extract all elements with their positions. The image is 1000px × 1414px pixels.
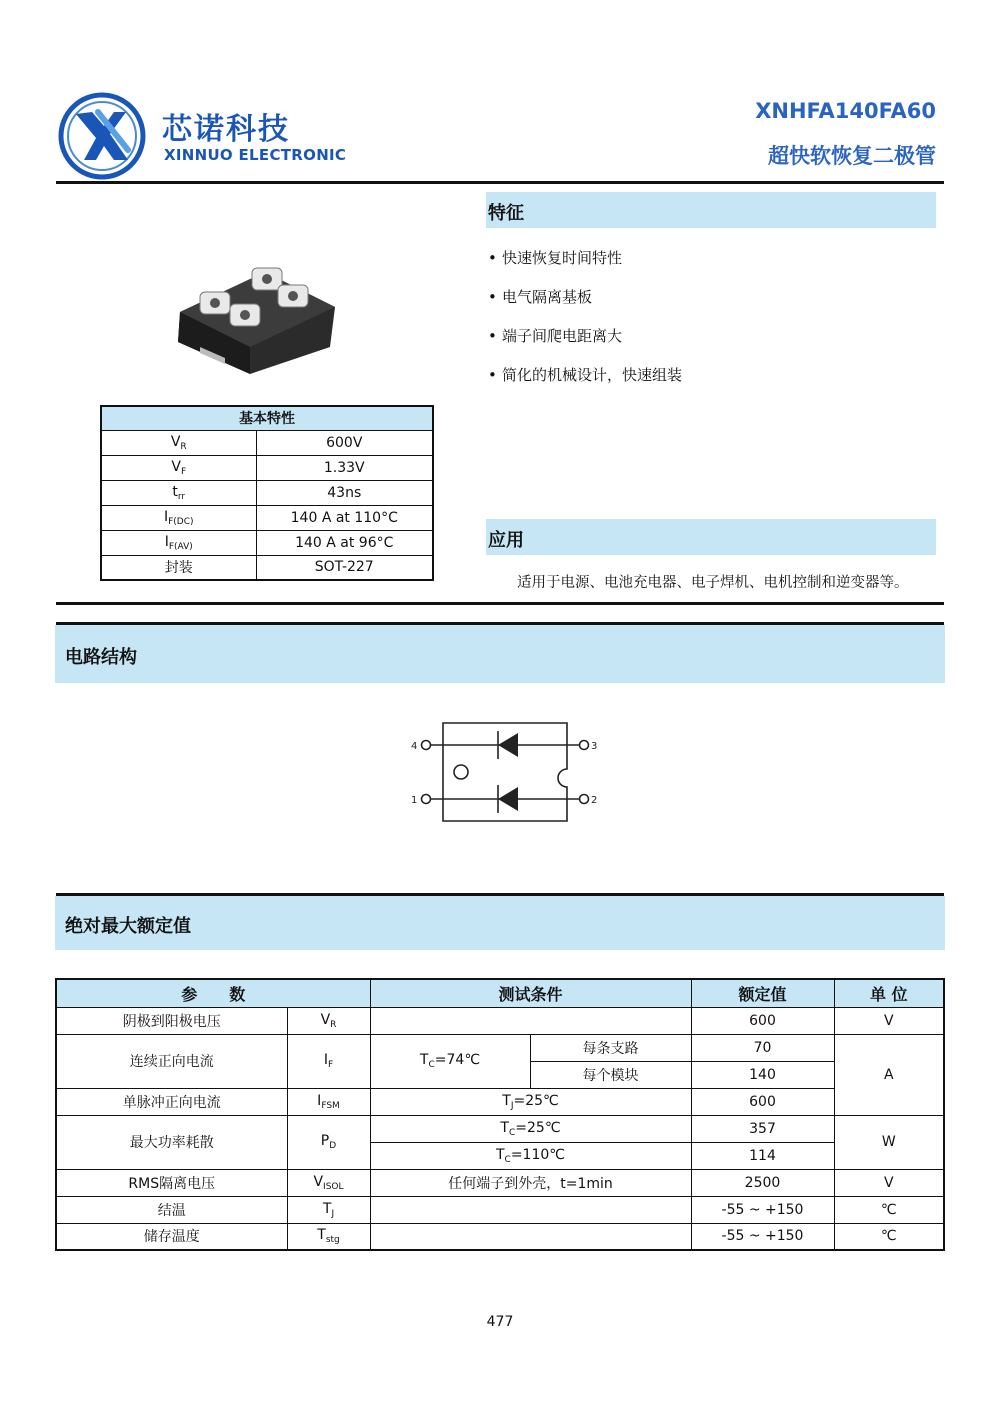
ratings-header	[55, 896, 945, 950]
header-value: 额定值	[691, 979, 834, 1007]
basic-characteristics-table	[100, 405, 434, 581]
circuit-title: 电路结构	[65, 647, 137, 668]
header-divider	[56, 181, 944, 184]
pin-4-label: 4	[411, 741, 418, 752]
basic-table-title: 基本特性	[101, 406, 433, 430]
application-header	[486, 519, 936, 555]
table-row: $V_R$ 600V	[101, 430, 433, 455]
application-text: 适用于电源、电池充电器、电子焊机、电机控制和逆变器等。	[517, 575, 909, 591]
table-row: 连续正向电流 $I_F$ $T_C=74℃$ 每条支路 70 A	[56, 1034, 944, 1061]
header-unit: 单 位	[834, 979, 944, 1007]
absolute-max-ratings-table	[55, 978, 945, 1251]
list-item: • 端子间爬电距离大	[488, 325, 682, 364]
features-list	[488, 247, 682, 403]
table-row: $V_F$ 1.33V	[101, 455, 433, 480]
brand-name-en: XINNUO ELECTRONIC	[164, 146, 347, 164]
pin-1-label: 1	[411, 795, 418, 806]
header-param: 参 数	[56, 979, 370, 1007]
table-row: 最大功率耗散 $P_D$ $T_C=25℃$ 357 W	[56, 1115, 944, 1142]
circuit-header	[55, 625, 945, 683]
table-row: RMS隔离电压 $V_{ISOL}$ 任何端子到外壳，t=1min 2500 V	[56, 1169, 944, 1196]
xinnuo-logo	[58, 92, 146, 180]
features-header	[486, 192, 936, 228]
table-row: 储存温度 $T_{stg}$ -55 ~ +150 ℃	[56, 1223, 944, 1250]
table-row: 封装 SOT-227	[101, 555, 433, 580]
brand-name-cn: 芯诺科技	[162, 112, 290, 147]
table-row: $t_{rr}$ 43ns	[101, 480, 433, 505]
table-row: 阴极到阳极电压 $V_R$ 600 V	[56, 1007, 944, 1034]
product-photo	[170, 252, 345, 377]
table-row: 单脉冲正向电流 $I_{FSM}$ $T_J=25℃$ 600	[56, 1088, 944, 1115]
table-row: $T_C=110℃$ 114	[56, 1142, 944, 1169]
table-row: 结温 $T_J$ -55 ~ +150 ℃	[56, 1196, 944, 1223]
part-number: XNHFA140FA60	[755, 99, 936, 123]
list-item: • 简化的机械设计，快速组装	[488, 364, 682, 403]
list-item: • 电气隔离基板	[488, 286, 682, 325]
table-row: $I_{F(DC)}$ 140 A at 110°C	[101, 505, 433, 530]
pin-2-label: 2	[591, 795, 598, 806]
features-title: 特征	[488, 203, 524, 224]
table-row: $I_{F(AV)}$ 140 A at 96°C	[101, 530, 433, 555]
section-divider	[56, 602, 944, 605]
ratings-title: 绝对最大额定值	[65, 916, 191, 937]
table-row: 每个模块 140	[56, 1061, 944, 1088]
pin-3-label: 3	[591, 741, 598, 752]
application-title: 应用	[488, 530, 524, 551]
header-condition: 测试条件	[370, 979, 691, 1007]
part-description: 超快软恢复二极管	[768, 144, 936, 168]
list-item: • 快速恢复时间特性	[488, 247, 682, 286]
circuit-diagram	[405, 715, 605, 827]
page-number: 477	[486, 1314, 514, 1330]
